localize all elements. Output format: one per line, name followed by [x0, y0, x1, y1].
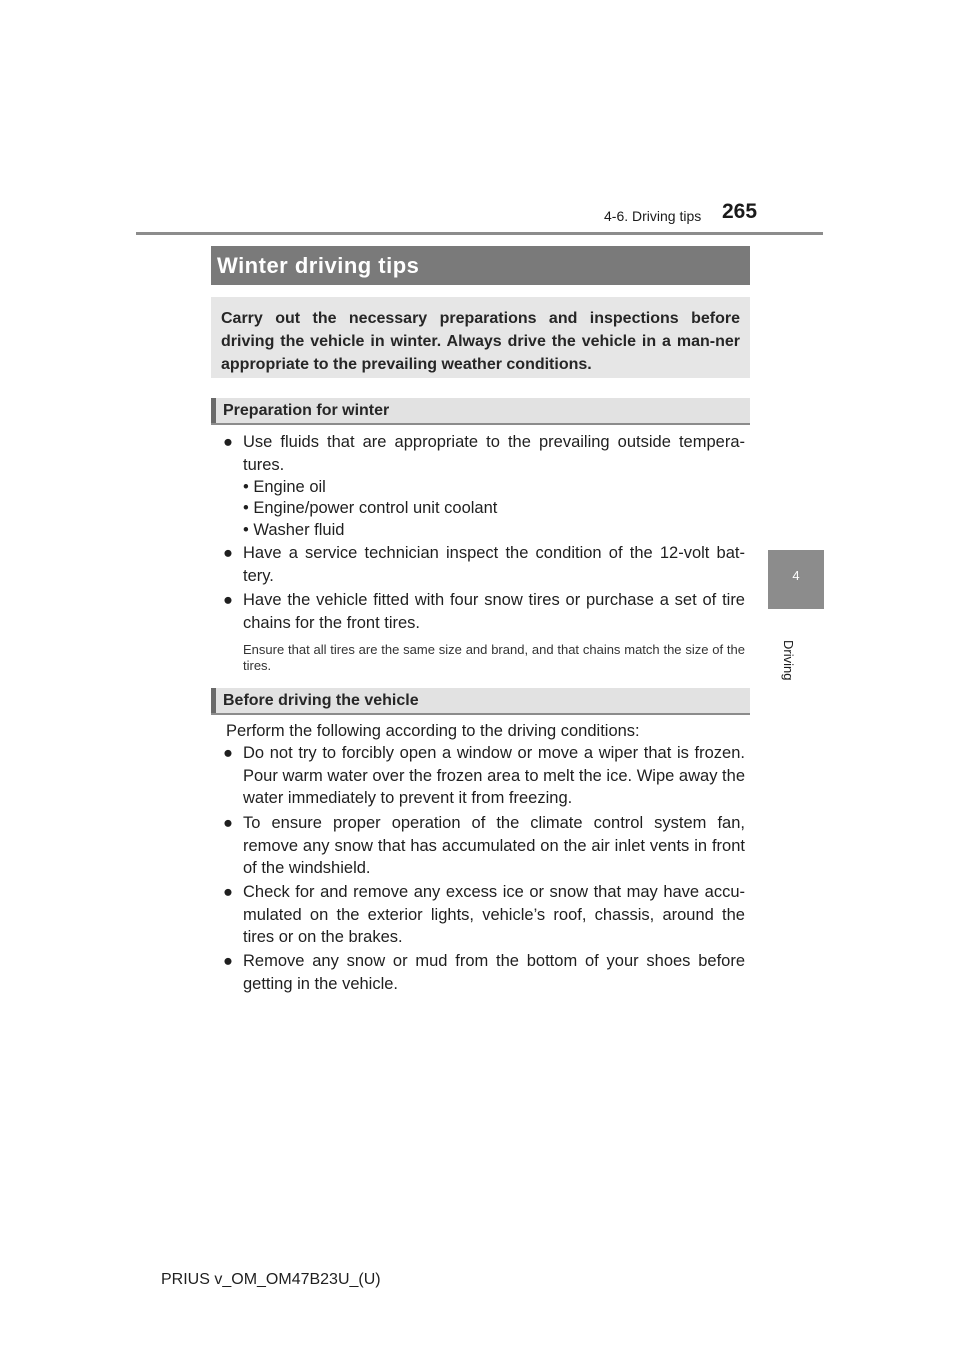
intro-box: Carry out the necessary preparations and inspections before driving the vehicle in winter. Always drive the vehicle in a man-ner appropriate to the prevailing weather conditions.: [211, 297, 750, 378]
list-item: [223, 950, 745, 995]
bullet-icon: ●: [223, 744, 233, 762]
bullet-icon: ●: [223, 433, 233, 451]
list-item: [223, 881, 745, 949]
list-item: [223, 589, 745, 634]
chapter-label: Driving: [781, 640, 796, 681]
list-item: [223, 742, 745, 810]
fluid-item: • Engine oil: [243, 478, 326, 496]
bullet-icon: ●: [223, 883, 233, 901]
list-item: [223, 812, 745, 880]
list-item: [223, 431, 745, 476]
list-item-text: Remove any snow or mud from the bottom of your shoes before getting in the vehicle.: [243, 952, 745, 993]
list-item-text: Have a service technician inspect the condition of the 12-volt bat-tery.: [243, 544, 745, 585]
list-item: [223, 542, 745, 587]
page-title: Winter driving tips: [211, 246, 750, 285]
header-section: 4-6. Driving tips: [604, 208, 702, 224]
list-item-text: To ensure proper operation of the climate control system fan, remove any snow that has accumulated on the air inlet vents in front of the windshield.: [243, 814, 745, 877]
tire-note: Ensure that all tires are the same size and brand, and that chains match the size of the tires.: [243, 642, 745, 673]
page-number: 265: [722, 200, 758, 223]
lead-text: Perform the following according to the driving conditions:: [226, 722, 640, 740]
fluid-item: • Washer fluid: [243, 521, 345, 539]
chapter-number: 4: [792, 568, 800, 583]
list-item-text: Use fluids that are appropriate to the prevailing outside tempera-tures.: [243, 433, 745, 474]
before-driving-heading: Before driving the vehicle: [211, 688, 750, 715]
bullet-icon: ●: [223, 591, 233, 609]
preparation-heading: Preparation for winter: [211, 398, 750, 425]
list-item-text: Do not try to forcibly open a window or move a wiper that is frozen. Pour warm water over the frozen area to melt the ice. Wipe away the water immediately to prevent it from freezing.: [243, 744, 745, 807]
list-item-text: Have the vehicle fitted with four snow tires or purchase a set of tire chains for the front tires.: [243, 591, 745, 632]
bullet-icon: ●: [223, 544, 233, 562]
fluid-item: • Engine/power control unit coolant: [243, 499, 498, 517]
bullet-icon: ●: [223, 814, 233, 832]
header-rule: [136, 232, 823, 235]
list-item-text: Check for and remove any excess ice or snow that may have accu-mulated on the exterior lights, vehicle’s roof, chassis, around the tires or on the brakes.: [243, 883, 745, 946]
bullet-icon: ●: [223, 952, 233, 970]
footer-doc-id: PRIUS v_OM_OM47B23U_(U): [161, 1271, 381, 1288]
